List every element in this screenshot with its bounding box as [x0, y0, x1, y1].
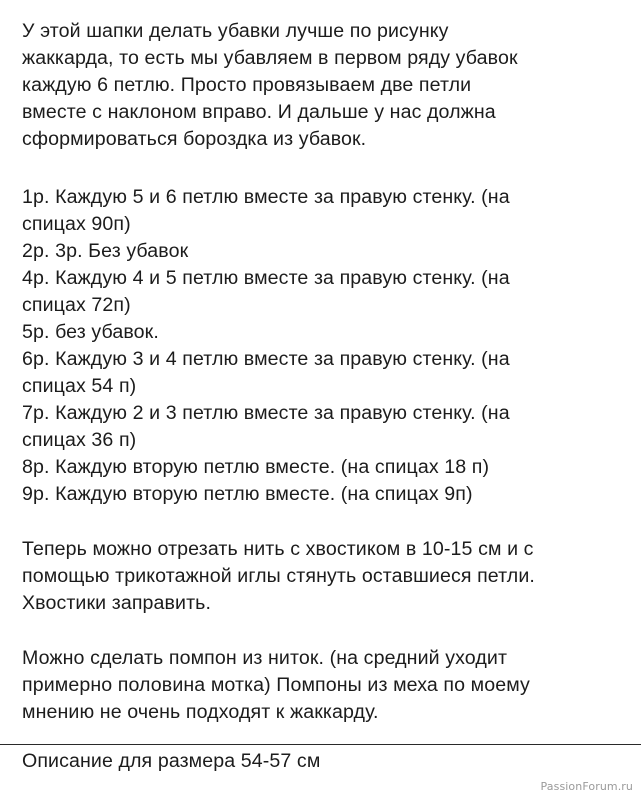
intro-line: жаккарда, то есть мы убавляем в первом ряду убавок	[22, 47, 518, 69]
row-instruction-line: 4р. Каждую 4 и 5 петлю вместе за правую стенку. (на	[22, 267, 510, 289]
section-divider	[0, 744, 641, 745]
document-body	[22, 18, 634, 726]
row-instruction-line: 5р. без убавок.	[22, 321, 159, 343]
intro-line: вместе с наклоном вправо. И дальше у нас должна	[22, 101, 496, 123]
pompom-line: примерно половина мотка) Помпоны из меха по моему	[22, 674, 530, 696]
site-watermark: PassionForum.ru	[540, 780, 633, 793]
row-instruction-line: 9р. Каждую вторую петлю вместе. (на спицах 9п)	[22, 483, 473, 505]
pompom-paragraph	[22, 645, 634, 726]
row-instruction-line: 1р. Каждую 5 и 6 петлю вместе за правую стенку. (на	[22, 186, 510, 208]
finish-paragraph	[22, 536, 634, 617]
pompom-line: Можно сделать помпон из ниток. (на средний уходит	[22, 647, 508, 669]
finish-line: Теперь можно отрезать нить с хвостиком в 10-15 см и с	[22, 538, 534, 560]
intro-line: сформироваться бороздка из убавок.	[22, 128, 367, 150]
spacer	[22, 617, 634, 645]
row-instruction-line: спицах 54 п)	[22, 375, 137, 397]
spacer	[22, 153, 634, 184]
size-description: Описание для размера 54-57 см	[22, 750, 321, 772]
row-instruction-line: 6р. Каждую 3 и 4 петлю вместе за правую стенку. (на	[22, 348, 510, 370]
row-instruction-line: 7р. Каждую 2 и 3 петлю вместе за правую стенку. (на	[22, 402, 510, 424]
pompom-line: мнению не очень подходят к жаккарду.	[22, 701, 379, 723]
rows-instructions	[22, 184, 634, 508]
intro-line: каждую 6 петлю. Просто провязываем две петли	[22, 74, 472, 96]
intro-line: У этой шапки делать убавки лучше по рисунку	[22, 20, 449, 42]
row-instruction-line: спицах 90п)	[22, 213, 131, 235]
row-instruction-line: спицах 36 п)	[22, 429, 137, 451]
finish-line: помощью трикотажной иглы стянуть оставшиеся петли.	[22, 565, 535, 587]
finish-line: Хвостики заправить.	[22, 592, 211, 614]
spacer	[22, 508, 634, 536]
row-instruction-line: спицах 72п)	[22, 294, 131, 316]
row-instruction-line: 8р. Каждую вторую петлю вместе. (на спицах 18 п)	[22, 456, 490, 478]
intro-paragraph	[22, 18, 634, 153]
row-instruction-line: 2р. 3р. Без убавок	[22, 240, 189, 262]
